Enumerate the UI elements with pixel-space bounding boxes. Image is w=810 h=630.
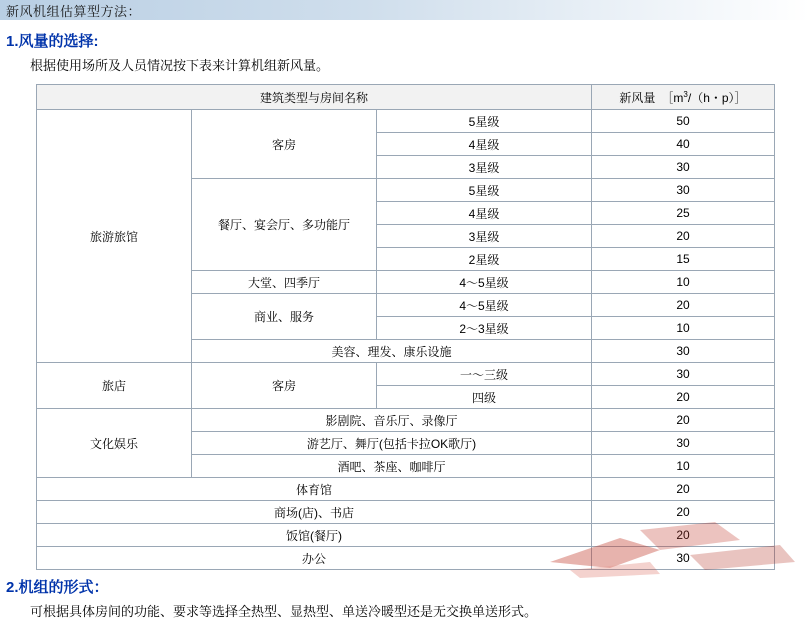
- table-header-row: [37, 85, 775, 110]
- cell-airflow-value: 30: [592, 156, 775, 179]
- cell-airflow-value: 10: [592, 455, 775, 478]
- cell-airflow-value: 30: [592, 432, 775, 455]
- cell-airflow-value: 20: [592, 478, 775, 501]
- cell-grade: 5星级: [377, 110, 592, 133]
- cell-airflow-value: 10: [592, 271, 775, 294]
- cell-building-type: 办公: [37, 547, 592, 570]
- cell-building-type: 饭馆(餐厅): [37, 524, 592, 547]
- cell-airflow-value: 30: [592, 179, 775, 202]
- section-heading-2: 2.机组的形式：: [6, 579, 109, 596]
- cell-airflow-value: 20: [592, 225, 775, 248]
- cell-building-type: 商场(店)、书店: [37, 501, 592, 524]
- cell-room-name: 大堂、四季厅: [192, 271, 377, 294]
- cell-room-name: 客房: [192, 110, 377, 179]
- cell-grade: 5星级: [377, 179, 592, 202]
- cell-building-type: 旅店: [37, 363, 192, 409]
- cell-grade: 4～5星级: [377, 271, 592, 294]
- title-bar: [0, 0, 810, 20]
- cell-airflow-value: 40: [592, 133, 775, 156]
- table-header-building-type: 建筑类型与房间名称: [37, 85, 592, 110]
- table-row: [37, 478, 775, 501]
- cell-airflow-value: 20: [592, 524, 775, 547]
- cell-room-name: 餐厅、宴会厅、多功能厅: [192, 179, 377, 271]
- cell-room-name: 美容、理发、康乐设施: [192, 340, 592, 363]
- cell-airflow-value: 30: [592, 340, 775, 363]
- cell-grade: 4～5星级: [377, 294, 592, 317]
- cell-airflow-value: 30: [592, 363, 775, 386]
- cell-building-type: 体育馆: [37, 478, 592, 501]
- cell-grade: 3星级: [377, 156, 592, 179]
- cell-grade: 3星级: [377, 225, 592, 248]
- cell-grade: 四级: [377, 386, 592, 409]
- table-row: [37, 110, 775, 133]
- cell-grade: 2～3星级: [377, 317, 592, 340]
- cell-airflow-value: 10: [592, 317, 775, 340]
- section-paragraph-1: 根据使用场所及人员情况按下表来计算机组新风量。: [30, 58, 330, 73]
- cell-airflow-value: 20: [592, 386, 775, 409]
- cell-grade: 4星级: [377, 202, 592, 225]
- cell-building-type: 文化娱乐: [37, 409, 192, 478]
- cell-grade: 一～三级: [377, 363, 592, 386]
- cell-airflow-value: 20: [592, 501, 775, 524]
- table-row: [37, 363, 775, 386]
- table-header-airflow: 新风量 $[m^3/(h$・p）］: [592, 85, 775, 110]
- table-row: [37, 547, 775, 570]
- section-heading-1: 1.风量的选择:: [6, 33, 99, 50]
- cell-airflow-value: 30: [592, 547, 775, 570]
- cell-room-name: 客房: [192, 363, 377, 409]
- cell-room-name: 影剧院、音乐厅、录像厅: [192, 409, 592, 432]
- cell-room-name: 商业、服务: [192, 294, 377, 340]
- cell-airflow-value: 15: [592, 248, 775, 271]
- table-row: [37, 524, 775, 547]
- airflow-table: [36, 84, 775, 570]
- cell-room-name: 酒吧、茶座、咖啡厅: [192, 455, 592, 478]
- cell-airflow-value: 50: [592, 110, 775, 133]
- cell-grade: 2星级: [377, 248, 592, 271]
- cell-building-type: 旅游旅馆: [37, 110, 192, 363]
- table-row: [37, 409, 775, 432]
- section-paragraph-2: 可根据具体房间的功能、要求等选择全热型、显热型、单送冷暖型还是无交换单送形式。: [30, 604, 538, 619]
- cell-airflow-value: 20: [592, 294, 775, 317]
- cell-airflow-value: 20: [592, 409, 775, 432]
- cell-airflow-value: 25: [592, 202, 775, 225]
- document-title: 新风机组估算型方法：: [6, 3, 142, 19]
- table-row: [37, 501, 775, 524]
- cell-grade: 4星级: [377, 133, 592, 156]
- cell-room-name: 游艺厅、舞厅(包括卡拉OK歌厅): [192, 432, 592, 455]
